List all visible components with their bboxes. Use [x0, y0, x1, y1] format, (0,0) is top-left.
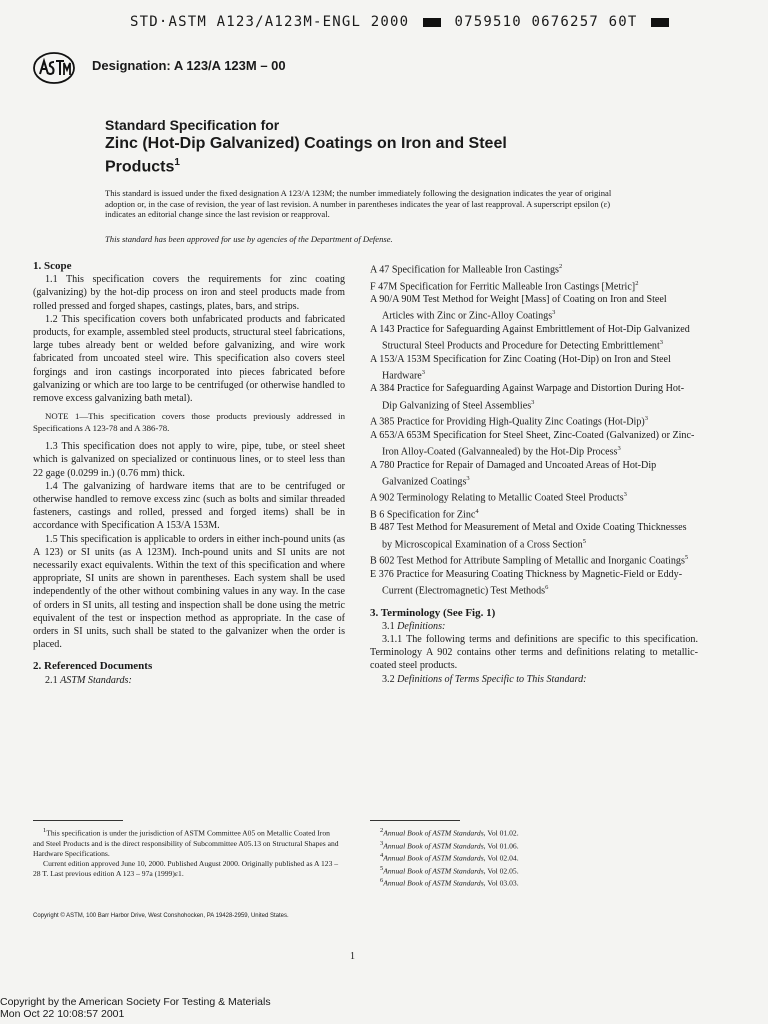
reference-footnote-mark: 5	[684, 554, 689, 562]
footnotes-right	[370, 826, 690, 889]
reference-text: A 47 Specification for Malleable Iron Castings	[370, 264, 559, 276]
reference-text: A 780 Practice for Repair of Damaged and Uncoated Areas of Hot-Dip Galvanized Coatings	[370, 459, 657, 488]
reference-item	[370, 505, 698, 522]
footnote-2	[370, 826, 690, 839]
reference-item	[370, 521, 698, 551]
issuance-notice: This standard is issued under the fixed designation A 123/A 123M; the number immediately following the designation indicates the year of original adoption or, in the case of revision, the year of last revision. A number in parentheses indicates the year of last reapproval. A superscript epsilon (ε) indicates an editorial change since the last revision or reapproval.	[105, 188, 612, 219]
footnote-divider	[33, 820, 123, 821]
astm-copyright-line: Copyright © ASTM, 100 Barr Harbor Drive, West Conshohocken, PA 19428-2959, United States.	[33, 913, 289, 919]
paragraph-2-1-number: 2.1	[45, 674, 61, 686]
reference-item	[370, 353, 698, 383]
section-heading-scope: 1. Scope	[33, 260, 72, 272]
footnote-volume: , Vol 03.03.	[483, 878, 519, 888]
footnote-book-title: Annual Book of ASTM Standards	[383, 866, 484, 876]
paragraph-3-1-number: 3.1	[382, 620, 398, 632]
left-column	[33, 260, 345, 687]
note-1: NOTE 1—This specification covers those products previously addressed in Specifications A 123-78 and A 386-78.	[33, 411, 345, 433]
reference-footnote-mark: 3	[659, 339, 664, 347]
reference-footnote-mark: 3	[421, 368, 426, 376]
paragraph-1-4: 1.4 The galvanizing of hardware items that are to be centrifuged or otherwise handled to remove excess zinc (such as bolts and similar threaded fasteners, castings and rolled, pressed and forged items) shall be in accordance with Specification A 153/A 153M.	[33, 480, 345, 532]
section-heading-referenced-documents: 2. Referenced Documents	[33, 660, 153, 673]
paragraph-2-1	[33, 674, 345, 687]
title-prefix: Standard Specification for	[105, 117, 280, 133]
paragraph-1-2: 1.2 This specification covers both unfabricated products and fabricated products, for example, assembled steel products, structural steel fabrications, large tubes already bent or welded before galvanizing, and wire work fabricated from uncoated steel wire. This specification also covers steel forgings and iron castings incorporated into pieces fabricated before galvanizing or which are too large to be centrifuged (or otherwise handled to remove excess galvanizing bath metal).	[33, 313, 345, 405]
designation: Designation: A 123/A 123M – 00	[92, 58, 286, 73]
reference-item	[370, 551, 698, 568]
reference-item	[370, 323, 698, 353]
footnote-divider	[370, 820, 460, 821]
reference-item	[370, 429, 698, 459]
footnote-edition: Current edition approved June 10, 2000. Published August 2000. Originally published as A 123 – 28 T. Last previous edition A 123 – 97a (1999)ε1.	[33, 858, 339, 878]
reference-item	[370, 293, 698, 323]
paragraph-3-1-1: 3.1.1 The following terms and definitions are specific to this specification. Terminology A 902 contains other terms and definitions relating to metallic-coated steel products.	[370, 633, 698, 672]
reference-text: A 902 Terminology Relating to Metallic Coated Steel Products	[370, 492, 624, 504]
paragraph-1-5: 1.5 This specification is applicable to orders in either inch-pound units (as A 123) or SI units (as A 123M). Inch-pound units and SI units are not necessarily exact equivalents. Within the text of this specification and where appropriate, SI units are shown in parentheses. Each system shall be used independently of the other without combining values in any way. In the case of orders in SI units, all testing and inspection shall be done using the metric equivalent of the test or inspection method as appropriate. In the case of orders in SI units, such shall be stated to the galvanizer when the order is placed.	[33, 533, 345, 651]
paragraph-3-2	[370, 673, 698, 686]
reference-text: A 653/A 653M Specification for Steel Sheet, Zinc-Coated (Galvanized) or Zinc-Iron Alloy-Coated (Galvannealed) by the Hot-Dip Process	[370, 429, 695, 458]
footnote-4	[370, 851, 690, 864]
footnote-volume: , Vol 02.04.	[483, 853, 519, 863]
reference-footnote-mark: 3	[466, 474, 470, 482]
reference-item	[370, 277, 698, 294]
footnotes-left	[33, 826, 341, 879]
reference-text: E 376 Practice for Measuring Coating Thickness by Magnetic-Field or Eddy-Current (Electromagnetic) Test Methods	[370, 568, 683, 597]
reference-item	[370, 459, 698, 489]
reference-text: A 143 Practice for Safeguarding Against Embrittlement of Hot-Dip Galvanized Structural Steel Products and Procedure for Detecting Embrittlement	[370, 323, 690, 352]
reference-footnote-mark: 5	[582, 537, 586, 545]
reference-text: A 384 Practice for Safeguarding Against Warpage and Distortion During Hot-Dip Galvanizing of Steel Assemblies	[370, 383, 685, 411]
bottom-timestamp: Mon Oct 22 10:08:57 2001	[0, 1008, 125, 1020]
document-barcode-number: 0759510 0676257 60T	[454, 14, 638, 30]
paragraph-1-1: 1.1 This specification covers the requirements for zinc coating (galvanizing) by the hot-dip process on iron and steel products made from rolled pressed and forged shapes, castings, plates, bars, and strips.	[33, 274, 345, 312]
black-mark-icon	[651, 18, 669, 27]
title-footnote-mark: 1	[174, 157, 180, 168]
document-title-text: Zinc (Hot-Dip Galvanized) Coatings on Iron and Steel Products	[105, 135, 507, 176]
reference-footnote-mark: 2	[635, 279, 639, 287]
reference-footnote-mark: 3	[552, 309, 556, 317]
reference-list	[370, 260, 698, 598]
astm-logo-icon	[32, 52, 76, 84]
reference-text: B 602 Test Method for Attribute Sampling of Metallic and Inorganic Coatings	[370, 555, 685, 567]
footnote-1	[33, 826, 341, 859]
bottom-copyright-line-1: Copyright by the American Society For Testing & Materials	[0, 996, 271, 1008]
right-column	[370, 260, 698, 686]
footnote-volume: , Vol 02.05.	[483, 866, 519, 876]
reference-footnote-mark: 3	[644, 415, 648, 423]
reference-footnote-mark: 4	[475, 507, 479, 515]
paragraph-2-1-label: ASTM Standards:	[60, 674, 132, 686]
footnote-5	[370, 864, 690, 877]
reference-item	[370, 382, 698, 412]
footnote-1-mark: 1	[43, 827, 47, 834]
footnote-mark: 3	[380, 839, 384, 847]
paragraph-1-3: 1.3 This specification does not apply to wire, pipe, tube, or steel sheet which is galvanized on specialized or continuous lines, or to steel less than 22 gage (0.0299 in.) (0.76 mm) thick.	[33, 441, 345, 479]
document-title	[105, 134, 565, 176]
paragraph-3-1	[370, 620, 698, 633]
page-number: 1	[350, 951, 355, 962]
reference-footnote-mark: 3	[623, 491, 627, 499]
footnote-book-title: Annual Book of ASTM Standards	[383, 853, 484, 863]
footnote-book-title: Annual Book of ASTM Standards	[383, 828, 484, 838]
document-code-header	[130, 14, 650, 30]
footnote-book-title: Annual Book of ASTM Standards	[383, 878, 484, 888]
reference-item	[370, 260, 698, 277]
reference-item	[370, 412, 698, 429]
footnote-3	[370, 839, 690, 852]
footnote-6	[370, 876, 690, 889]
reference-text: F 47M Specification for Ferritic Malleable Iron Castings [Metric]	[370, 280, 636, 292]
footnote-mark: 6	[380, 877, 384, 885]
paragraph-3-2-label: Definitions of Terms Specific to This Standard:	[397, 673, 587, 685]
reference-text: A 90/A 90M Test Method for Weight [Mass] of Coating on Iron and Steel Articles with Zinc or Zinc-Alloy Coatings	[370, 294, 667, 322]
reference-text: B 487 Test Method for Measurement of Metal and Oxide Coating Thicknesses by Microscopical Examination of a Cross Section	[370, 522, 687, 550]
reference-text: B 6 Specification for Zinc	[370, 509, 476, 521]
footnote-mark: 2	[380, 827, 384, 834]
reference-footnote-mark: 2	[558, 263, 563, 270]
reference-item	[370, 488, 698, 505]
reference-text: A 385 Practice for Providing High-Quality Zinc Coatings (Hot-Dip)	[370, 416, 645, 428]
footnote-volume: , Vol 01.02.	[483, 828, 519, 838]
footnote-volume: , Vol 01.06.	[483, 841, 519, 851]
reference-text: A 153/A 153M Specification for Zinc Coating (Hot-Dip) on Iron and Steel Hardware	[370, 353, 671, 382]
black-mark-icon	[423, 18, 441, 27]
section-heading-terminology: 3. Terminology (See Fig. 1)	[370, 606, 496, 619]
reference-footnote-mark: 6	[545, 583, 549, 591]
reference-item	[370, 568, 698, 598]
paragraph-3-1-label: Definitions:	[397, 620, 446, 632]
footnote-1-text: This specification is under the jurisdiction of ASTM Committee A05 on Metallic Coated Iron and Steel Products and is the direct responsibility of Subcommittee A05.13 on Structural Shapes and Hardware Specifications.	[33, 828, 339, 858]
bottom-copyright	[0, 996, 271, 1020]
paragraph-3-2-number: 3.2	[382, 673, 398, 685]
footnote-mark: 4	[380, 852, 384, 860]
reference-footnote-mark: 3	[617, 444, 621, 452]
approval-notice: This standard has been approved for use by agencies of the Department of Defense.	[105, 234, 393, 244]
reference-footnote-mark: 3	[531, 398, 535, 406]
footnote-book-title: Annual Book of ASTM Standards	[383, 841, 484, 851]
footnote-mark: 5	[380, 864, 384, 872]
document-code: STD·ASTM A123/A123M-ENGL 2000	[130, 14, 410, 30]
